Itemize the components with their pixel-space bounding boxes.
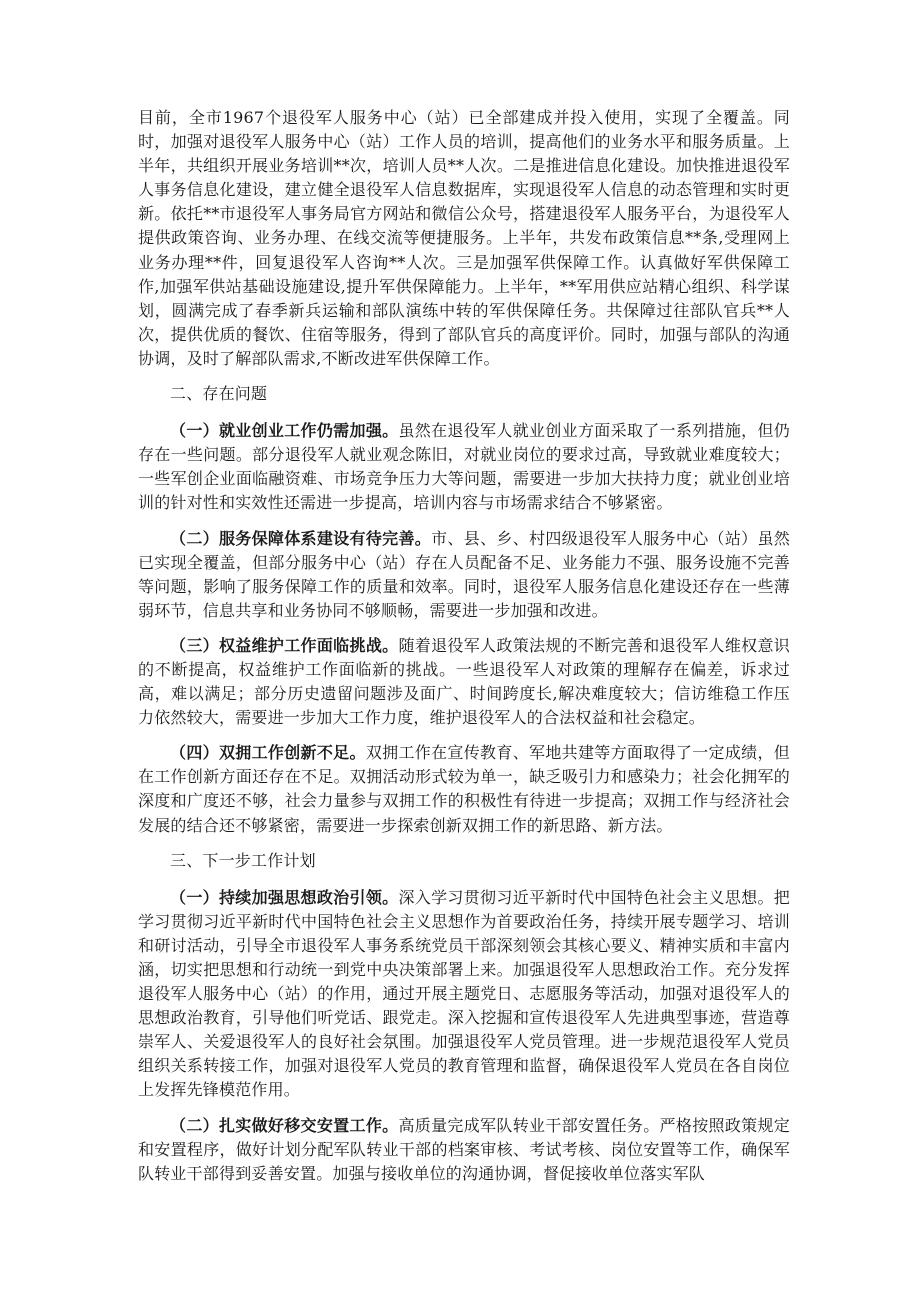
section-heading-plan: 三、下一步工作计划 — [170, 850, 316, 870]
problem-item-1 — [138, 419, 790, 515]
problem-item-3 — [138, 634, 790, 730]
problem-item-2-body: 市、县、乡、村四级退役军人服务中心（站）虽然已实现全覆盖，但部分服务中心（站）存在人员配备不足、业务能力不强、服务设施不完善等问题，影响了服务保障工作的质量和效率。同时，退役军人服务信息化建设还存在一些薄弱环节，信息共享和业务协同不够顺畅，需要进一步加强和改进。 — [138, 528, 791, 620]
plan-item-2-body: 高质量完成军队转业干部安置任务。严格按照政策规定和安置程序，做好计划分配军队转业干部的档案审核、考试考核、岗位安置等工作，确保军队转业干部得到妥善安置。加强与接收单位的沟通协调，督促接收单位落实军队 — [138, 1115, 790, 1183]
plan-item-1 — [138, 886, 790, 1103]
plan-item-1-body: 深入学习贯彻习近平新时代中国特色社会主义思想。把学习贯彻习近平新时代中国特色社会主义思想作为首要政治任务，持续开展专题学习、培训和研讨活动，引导全市退役军人事务系统党员干部深刻领会其核心要义、精神实质和丰富内涵，切实把思想和行动统一到党中央决策部署上来。加强退役军人思想政治工作。充分发挥退役军人服务中心（站）的作用，通过开展主题党日、志愿服务等活动，加强对退役军人的思想政治教育，引导他们听党话、跟党走。深入挖掘和宣传退役军人先进典型事迹，营造尊崇军人、关爱退役军人的良好社会氛围。加强退役军人党员管理。进一步规范退役军人党员组织关系转接工作，加强对退役军人党员的教育管理和监督，确保退役军人党员在各自岗位上发挥先锋模范作用。 — [138, 887, 790, 1100]
section-heading-problems: 二、存在问题 — [170, 384, 268, 404]
problem-item-3-body: 随着退役军人政策法规的不断完善和退役军人维权意识的不断提高，权益维护工作面临新的挑战。一些退役军人对政策的理解存在偏差，诉求过高，难以满足；部分历史遗留问题涉及面广、时间跨度长,解决难度较大；信访维稳工作压力依然较大，需要进一步加大工作力度，维护退役军人的合法权益和社会稳定。 — [138, 635, 790, 728]
problem-item-3-lead: （三）权益维护工作面临挑战。 — [170, 635, 399, 655]
problem-item-4-lead: （四）双拥工作创新不足。 — [170, 743, 366, 763]
problem-item-4-body: 双拥工作在宣传教育、军地共建等方面取得了一定成绩，但在工作创新方面还存在不足。双拥活动形式较为单一，缺乏吸引力和感染力；社会化拥军的深度和广度还不够，社会力量参与双拥工作的积极性有待进一步提高；双拥工作与经济社会发展的结合还不够紧密，需要进一步探索创新双拥工作的新思路、新方法。 — [138, 743, 790, 835]
plan-item-1-lead: （一）持续加强思想政治引领。 — [170, 887, 399, 907]
plan-item-2-lead: （二）扎实做好移交安置工作。 — [170, 1115, 399, 1135]
paragraph-intro: 目前，全市1967个退役军人服务中心（站）已全部建成并投入使用，实现了全覆盖。同时，加强对退役军人服务中心（站）工作人员的培训，提高他们的业务水平和服务质量。上半年，共组织开展业务培训**次，培训人员**人次。二是推进信息化建设。加快推进退役军人事务信息化建设，建立健全退役军人信息数据库，实现退役军人信息的动态管理和实时更新。依托**市退役军人事务局官方网站和微信公众号，搭建退役军人服务平台，为退役军人提供政策咨询、业务办理、在线交流等便捷服务。上半年，共发布政策信息**条,受理网上业务办理**件，回复退役军人咨询**人次。三是加强军供保障工作。认真做好军供保障工作,加强军供站基础设施建设,提升军供保障能力。上半年，**军用供应站精心组织、科学谋划，圆满完成了春季新兵运输和部队演练中转的军供保障任务。共保障过往部队官兵**人次，提供优质的餐饮、住宿等服务，得到了部队官兵的高度评价。同时，加强与部队的沟通协调，及时了解部队需求,不断改进军供保障工作。 — [138, 108, 790, 368]
problem-item-1-lead: （一）就业创业工作仍需加强。 — [170, 421, 399, 441]
problem-item-2 — [138, 527, 790, 623]
problem-item-2-lead: （二）服务保障体系建设有待完善。 — [170, 528, 432, 548]
problem-item-4 — [138, 741, 790, 837]
plan-item-2 — [138, 1114, 790, 1186]
problem-item-1-body: 虽然在退役军人就业创业方面采取了一系列措施，但仍存在一些问题。部分退役军人就业观念陈旧，对就业岗位的要求过高，导致就业难度较大；一些军创企业面临融资难、市场竞争压力大等问题，需要进一步加大扶持力度；就业创业培训的针对性和实效性还需进一步提高，培训内容与市场需求结合不够紧密。 — [138, 421, 790, 513]
document-body — [138, 106, 790, 1197]
